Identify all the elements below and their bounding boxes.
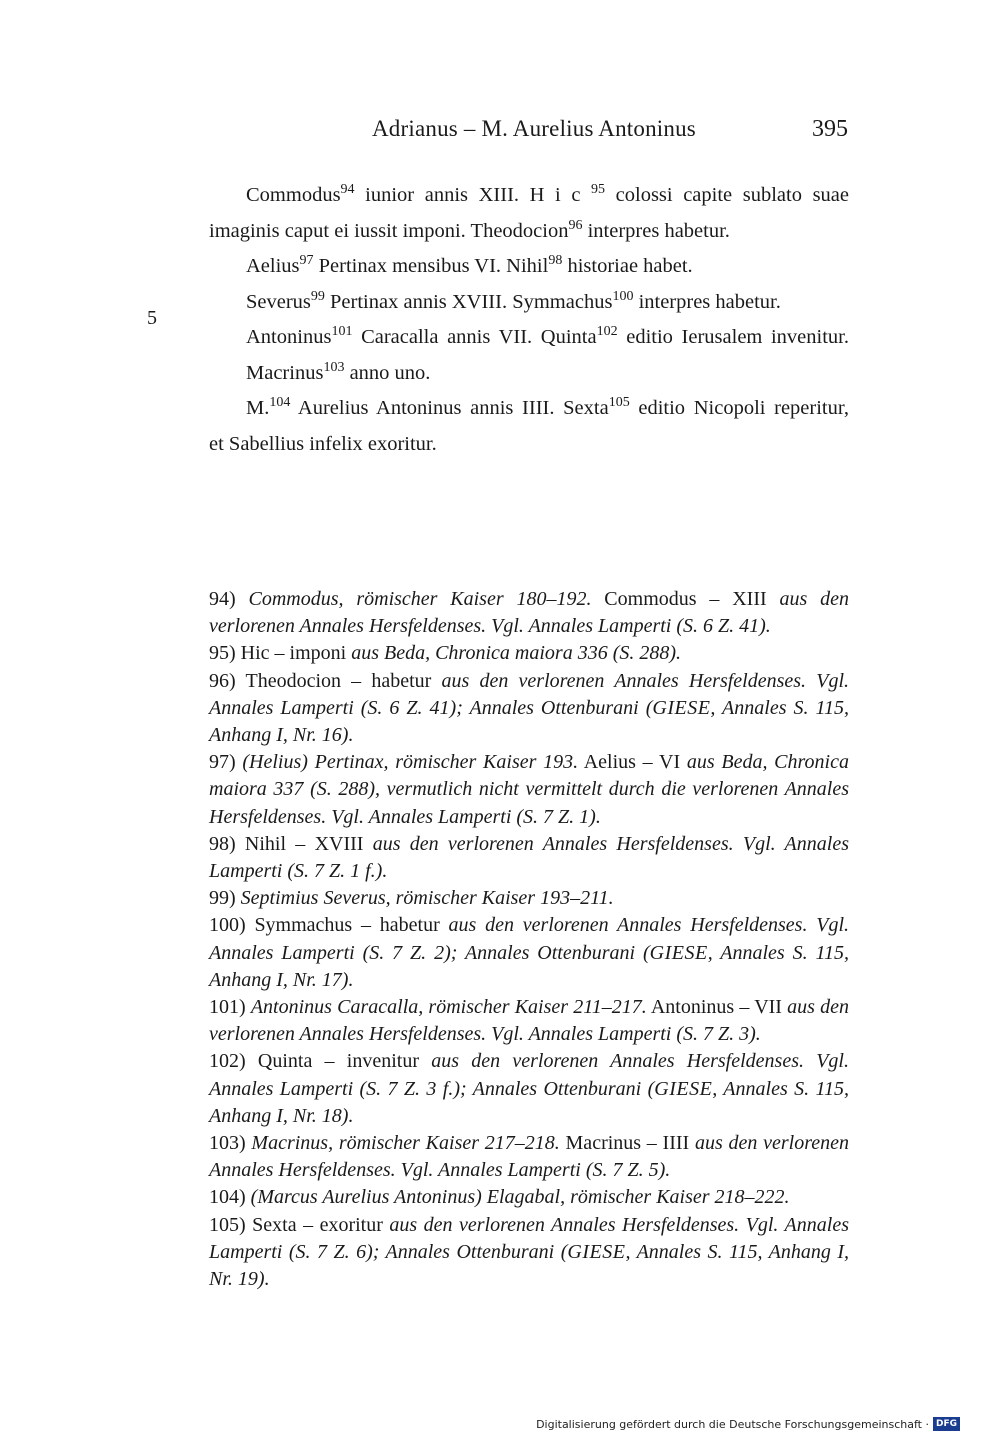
footnote-94: 94) Commodus, römischer Kaiser 180–192. Commodus – XIII aus den verlorenen Annales Hersfeldenses. Vgl. Annales Lamperti (S. 6 Z. 41).	[209, 588, 849, 638]
footnote-97: 97) (Helius) Pertinax, römischer Kaiser 193. Aelius – VI aus Beda, Chronica maiora 337 (S. 288), vermutlich nicht vermittelt durch die verlorenen Annales Hersfeldenses. Vgl. Annales Lamperti (S. 7 Z. 1).	[209, 751, 849, 828]
footnotes	[209, 586, 849, 1293]
running-header: Adrianus – M. Aurelius Antoninus	[372, 116, 696, 141]
footnote-ref-102: 102	[596, 324, 618, 339]
footnote-ref-94: 94	[340, 182, 355, 197]
main-line-1: Commodus$^{94}$ iunior annis XIII. H i c $^{95}$ colossi capite sublato suae	[246, 182, 849, 206]
footnote-ref-98: 98	[548, 253, 563, 268]
footnote-ref-96: 96	[568, 217, 583, 233]
main-line-7: M.$^{104}$ Aurelius Antoninus annis IIII. Sexta$^{105}$ editio Nicopoli reperitur,	[246, 395, 849, 419]
footnote-95: 95) Hic – imponi aus Beda, Chronica maiora 336 (S. 288).	[209, 642, 682, 665]
footnote-ref-105: 105	[608, 395, 630, 410]
footnote-104: 104) (Marcus Aurelius Antoninus) Elagabal, römischer Kaiser 218–222.	[209, 1186, 790, 1209]
footnote-102: 102) Quinta – invenitur aus den verlorenen Annales Hersfeldenses. Vgl. Annales Lamperti (S. 7 Z. 3 f.); Annales Ottenburani (GIESE, Annales S. 115, Anhang I, Nr. 18).	[209, 1050, 849, 1127]
dfg-logo: DFG	[933, 1417, 960, 1431]
footnote-100: 100) Symmachus – habetur aus den verlorenen Annales Hersfeldenses. Vgl. Annales Lamperti (S. 7 Z. 2); Annales Ottenburani (GIESE, Annales S. 115, Anhang I, Nr. 17).	[209, 914, 849, 991]
footnote-103: 103) Macrinus, römischer Kaiser 217–218. Macrinus – IIII aus den verlorenen Annales Hersfeldenses. Vgl. Annales Lamperti (S. 7 Z. 5).	[209, 1132, 849, 1182]
footnote-ref-101: 101	[331, 324, 353, 339]
footnote-105: 105) Sexta – exoritur aus den verlorenen Annales Hersfeldenses. Vgl. Annales Lamperti (S. 7 Z. 6); Annales Ottenburani (GIESE, Annales S. 115, Anhang I, Nr. 19).	[209, 1213, 849, 1291]
footnote-ref-103: 103	[323, 359, 345, 375]
page-number: 395	[812, 116, 848, 142]
footnote-98: 98) Nihil – XVIII aus den verlorenen Annales Hersfeldenses. Vgl. Annales Lamperti (S. 7 Z. 1 f.).	[209, 832, 849, 883]
main-line-2: imaginis caput ei iussit imponi. Theodocion$^{96}$ interpres habetur.	[209, 217, 730, 242]
funding-footer	[536, 1417, 960, 1431]
footnote-96: 96) Theodocion – habetur aus den verlorenen Annales Hersfeldenses. Vgl. Annales Lamperti (S. 6 Z. 41); Annales Ottenburani (GIESE, Annales S. 115, Anhang I, Nr. 16).	[209, 669, 850, 747]
main-text	[209, 178, 849, 462]
main-line-8: et Sabellius infelix exoritur.	[209, 432, 437, 455]
footnote-101: 101) Antoninus Caracalla, römischer Kaiser 211–217. Antoninus – VII aus den verlorenen Annales Hersfeldenses. Vgl. Annales Lamperti (S. 7 Z. 3).	[209, 996, 849, 1046]
main-line-4: Severus$^{99}$ Pertinax annis XVIII. Symmachus$^{100}$ interpres habetur.	[246, 288, 781, 313]
footnote-ref-100: 100	[612, 288, 634, 304]
footnote-99: 99) Septimius Severus, römischer Kaiser 193–211.	[209, 887, 614, 910]
main-line-6: Macrinus$^{103}$ anno uno.	[246, 359, 431, 384]
footnote-ref-97: 97	[299, 253, 314, 268]
main-line-5: Antoninus$^{101}$ Caracalla annis VII. Quinta$^{102}$ editio Ierusalem invenitur.	[246, 324, 849, 348]
footnote-ref-95: 95	[591, 182, 606, 197]
footnote-ref-99: 99	[310, 288, 325, 304]
footnote-ref-104: 104	[269, 395, 291, 410]
line-number-5: 5	[147, 307, 157, 329]
funding-text: Digitalisierung gefördert durch die Deutsche Forschungsgemeinschaft ·	[536, 1417, 929, 1431]
main-line-3: Aelius$^{97}$ Pertinax mensibus VI. Nihil$^{98}$ historiae habet.	[246, 253, 693, 277]
